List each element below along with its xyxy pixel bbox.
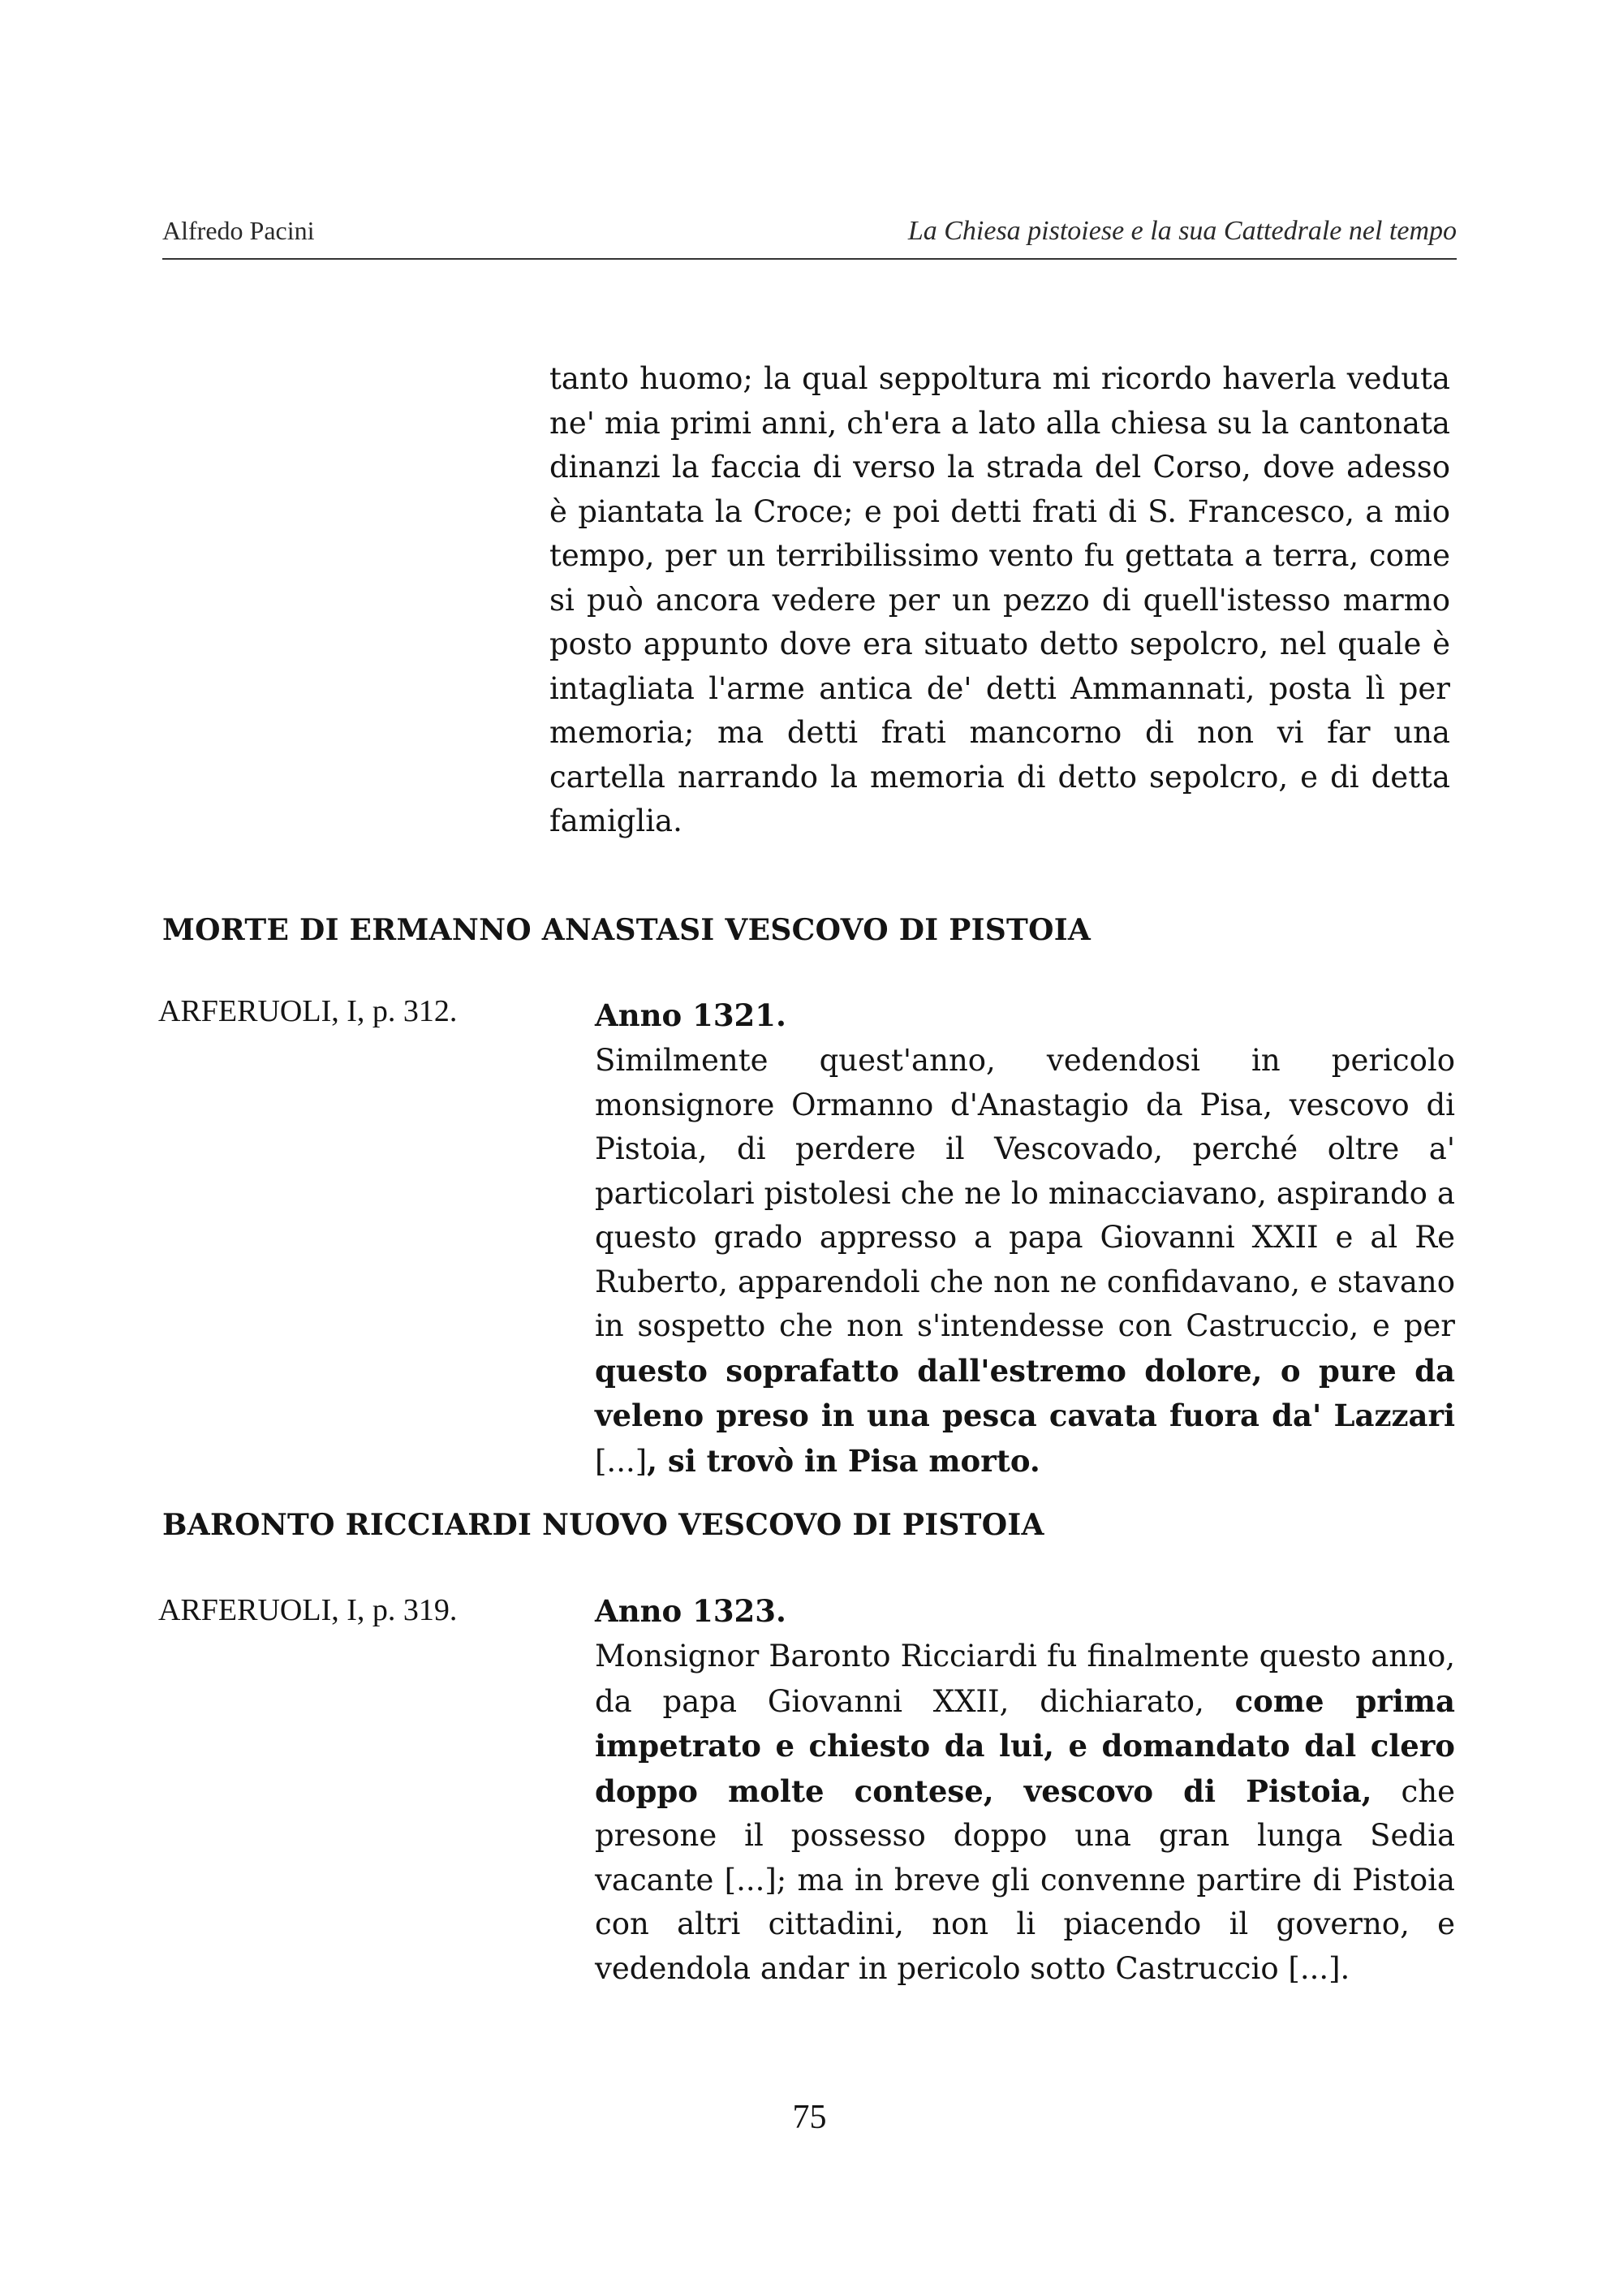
header-book-title: La Chiesa pistoiese e la sua Cattedrale nel tempo [907, 216, 1457, 246]
running-header [162, 213, 1457, 260]
entry-text-bold: questo soprafatto dall'estremo dolore, o pure da veleno preso in una pesca cavata fuora da' Lazzari [595, 1352, 1455, 1433]
entry-text-1321 [595, 1039, 1455, 1484]
entry-year-1321: Anno 1321. [595, 997, 786, 1033]
section-title-anastasi: MORTE DI ERMANNO ANASTASI VESCOVO DI PISTOIA [162, 913, 1092, 947]
entry-text-plain: Similmente quest'anno, vedendosi in pericolo monsignore Ormanno d'Anastagio da Pisa, vescovo di Pistoia, di perdere il Vescovado, perché oltre a' particolari pistolesi che ne lo minacciavano, aspirando a questo grado appresso a papa Giovanni XXII e al Re Ruberto, apparendoli che non ne confidavano, e stavano in sospetto che non s'intendesse con Castruccio, e per [595, 1043, 1455, 1343]
entry-text-plain: Monsignor Baronto Ricciardi fu finalmente questo anno, da papa Giovanni XXII, dichiarato, [595, 1639, 1455, 1719]
entry-text-end: che presone il possesso doppo una gran lunga Sedia vacante [...]; ma in breve gli convenne partire di Pistoia con altri cittadini, non li piacendo il governo, e vedendola andar in pericolo sotto Castruccio [...]. [595, 1773, 1455, 1986]
continuation-paragraph: tanto huomo; la qual seppoltura mi ricordo haverla veduta ne' mia primi anni, ch'era a lato alla chiesa su la cantonata dinanzi la faccia di verso la strada del Corso, dove adesso è piantata la Croce; e poi detti frati di S. Francesco, a mio tempo, per un terribilissimo vento fu gettata a terra, come si può ancora vedere per un pezzo di quell'istesso marmo posto appunto dove era situato detto sepolcro, nel quale è intagliata l'arme antica de' detti Ammannati, posta lì per memoria; ma detti frati mancorno di non vi far una cartella narrando la memoria di detto sepolcro, e di detta famiglia. [549, 361, 1450, 838]
page-number: 75 [792, 2099, 827, 2136]
entry-text-1323 [595, 1635, 1455, 1991]
entry-text-end: , si trovò in Pisa morto. [647, 1442, 1040, 1479]
entry-year-1323: Anno 1323. [595, 1593, 786, 1629]
header-author: Alfredo Pacini [162, 216, 315, 245]
source-citation-1321: ARFERUOLI, I, p. 312. [158, 994, 458, 1028]
source-citation-1323: ARFERUOLI, I, p. 319. [158, 1593, 458, 1627]
section-title-ricciardi: BARONTO RICCIARDI NUOVO VESCOVO DI PISTOIA [162, 1508, 1044, 1542]
entry-1321 [595, 992, 1455, 1484]
entry-1323 [595, 1587, 1455, 1991]
entry-text-bold: come prima impetrato e chiesto da lui, e domandato dal clero doppo molte contese, vescovo di Pistoia, [595, 1682, 1456, 1809]
entry-text-ellipsis: [...] [595, 1443, 648, 1479]
